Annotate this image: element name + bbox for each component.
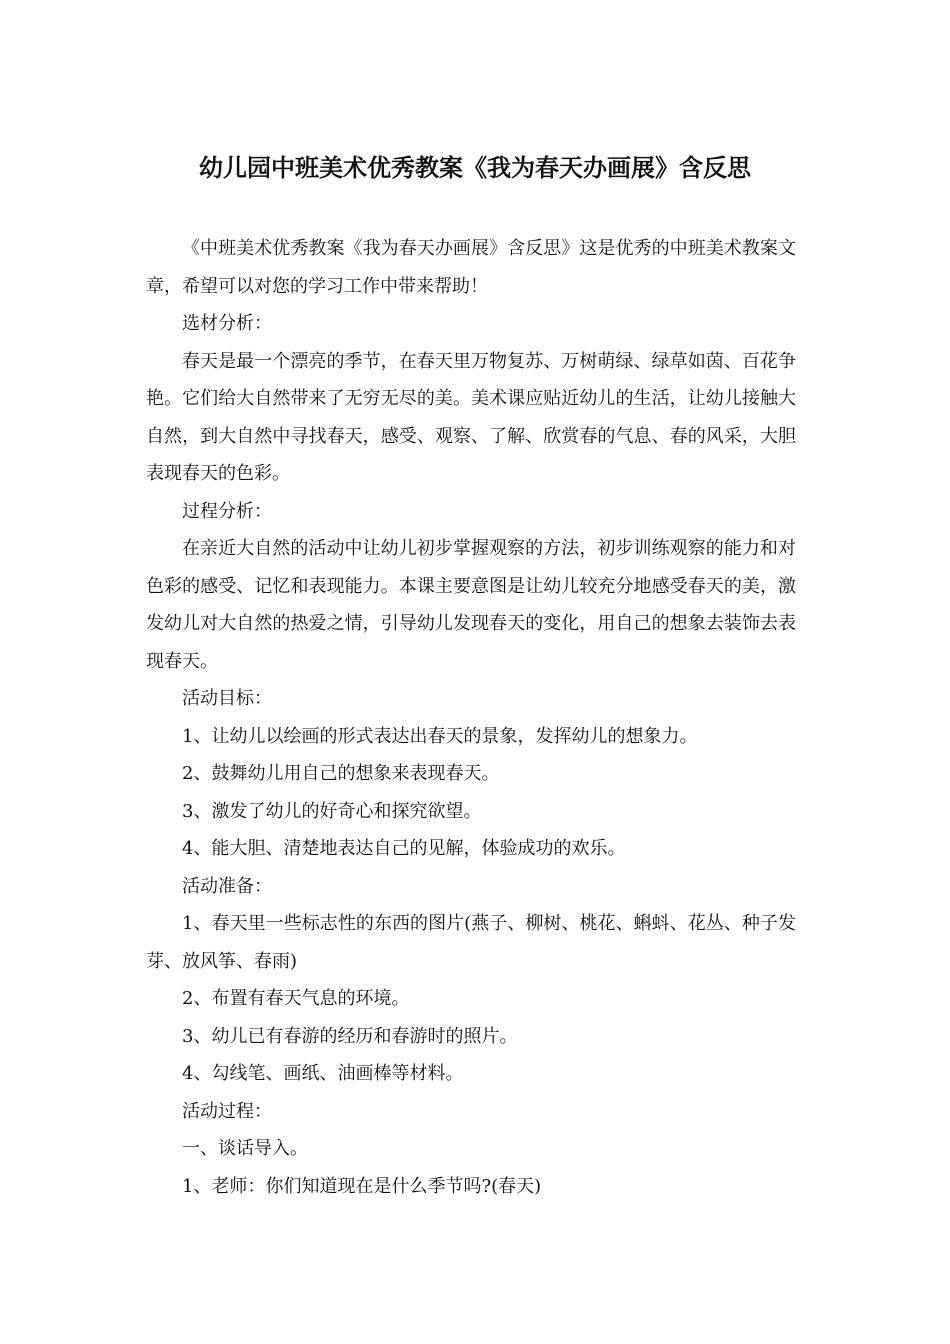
heading-material-analysis: 选材分析： [182,313,272,334]
preparation-item-3: 3、幼儿已有春游的经历和春游时的照片。 [182,1025,518,1047]
heading-activity-process: 活动过程： [182,1100,272,1122]
document-title: 幼儿园中班美术优秀教案《我为春天办画展》含反思 [199,154,751,182]
document-body [146,230,796,1205]
process-substep-1: 1、老师：你们知道现在是什么季节吗?(春天) [182,1175,542,1197]
goal-item-1: 1、让幼儿以绘画的形式表达出春天的景象，发挥幼儿的想象力。 [182,725,698,747]
goal-item-3: 3、激发了幼儿的好奇心和探究欲望。 [182,800,482,822]
preparation-item-1: 1、春天里一些标志性的东西的图片(燕子、柳树、桃花、蝌蚪、花丛、种子发芽、放风筝、春雨) [146,913,796,972]
paragraph-intro: 《中班美术优秀教案《我为春天办画展》含反思》这是优秀的中班美术教案文章，希望可以对您的学习工作中带来帮助！ [146,238,796,297]
heading-activity-goals: 活动目标： [182,688,272,709]
preparation-item-4: 4、勾线笔、画纸、油画棒等材料。 [182,1063,464,1084]
goal-item-4: 4、能大胆、清楚地表达自己的见解，体验成功的欢乐。 [182,838,626,859]
heading-activity-preparation: 活动准备： [182,875,272,897]
goal-item-2: 2、鼓舞幼儿用自己的想象来表现春天。 [182,763,500,784]
paragraph-process-analysis: 在亲近大自然的活动中让幼儿初步掌握观察的方法，初步训练观察的能力和对色彩的感受、记忆和表现能力。本课主要意图是让幼儿较充分地感受春天的美，激发幼儿对大自然的热爱之情，引导幼儿发现春天的变化，用自己的想象去装饰去表现春天。 [146,538,796,672]
preparation-item-2: 2、布置有春天气息的环境。 [182,988,410,1009]
process-step-1: 一、谈话导入。 [182,1138,308,1159]
heading-process-analysis: 过程分析： [182,500,272,522]
paragraph-material-analysis: 春天是最一个漂亮的季节，在春天里万物复苏、万树萌绿、绿草如茵、百花争艳。它们给大自然带来了无穷无尽的美。美术课应贴近幼儿的生活，让幼儿接触大自然，到大自然中寻找春天，感受、观察、了解、欣赏春的气息、春的风采，大胆表现春天的色彩。 [146,350,796,484]
